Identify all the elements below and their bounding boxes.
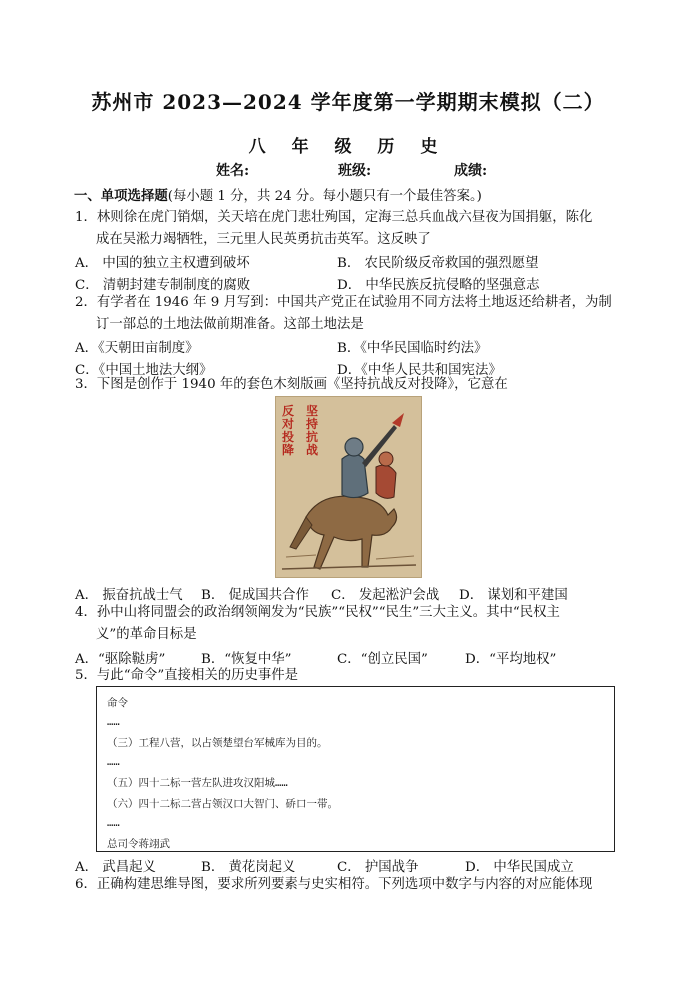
- q3-option-c: C． 发起淞沪会战: [331, 588, 440, 603]
- q5-stem-line1: 5．与此“命令”直接相关的历史事件是: [75, 668, 299, 683]
- q1-option-b: B． 农民阶级反帝救国的强烈愿望: [337, 256, 539, 271]
- class-label: 班级:: [338, 163, 372, 179]
- section-heading: [74, 185, 482, 204]
- q5-option-c: C． 护国战争: [337, 860, 419, 875]
- q3-option-d: D． 谋划和平建国: [459, 588, 568, 603]
- q4-option-c: C．“创立民国”: [337, 652, 428, 667]
- name-label: 姓名:: [216, 163, 250, 179]
- q5-option-b: B． 黄花岗起义: [201, 860, 296, 875]
- q1-stem-line1: 1．林则徐在虎门销烟，关天培在虎门悲壮殉国，定海三总兵血战六昼夜为国捐躯，陈化: [75, 210, 593, 225]
- order-item-5: （五）四十二标一营左队进攻汉阳城……: [107, 777, 288, 789]
- q5-option-d: D． 中华民国成立: [465, 860, 574, 875]
- q4-option-b: B．“恢复中华”: [201, 652, 292, 667]
- q2-option-b: B．《中华民国临时约法》: [337, 341, 488, 356]
- order-heading: 命令: [107, 697, 128, 709]
- section-title: 一、单项选择题: [74, 188, 168, 204]
- q2-stem-line2: 订一部总的土地法做前期准备。这部土地法是: [96, 317, 364, 332]
- order-ellipsis-3: ……: [107, 817, 120, 829]
- q3-stem-line1: 3．下图是创作于 1940 年的套色木刻版画《坚持抗战反对投降》，它意在: [75, 377, 508, 392]
- exam-title: 苏州市 2023—2024 学年度第一学期期末模拟（二）: [91, 90, 605, 114]
- q2-stem-line1: 2．有学者在 1946 年 9 月写到：中国共产党正在试验用不同方法将土地返还给耕者，为制: [75, 295, 612, 310]
- order-ellipsis-2: ……: [107, 756, 120, 768]
- q2-option-a: A．《天朝田亩制度》: [75, 341, 199, 356]
- poster-slogan-persist: 坚持抗战: [306, 404, 319, 457]
- q4-option-a: A．“驱除鞑虏”: [75, 652, 166, 667]
- q4-stem-line2: 义”的革命目标是: [96, 627, 197, 642]
- q6-stem-line1: 6．正确构建思维导图，要求所列要素与史实相符。下列选项中数字与内容的对应能体现: [75, 877, 593, 892]
- order-ellipsis-1: ……: [107, 716, 120, 728]
- score-label: 成绩:: [454, 163, 488, 179]
- q1-option-d: D． 中华民族反抗侵略的坚强意志: [337, 278, 540, 293]
- military-order-box: [96, 686, 615, 852]
- q1-stem-line2: 成在吴淞力竭牺牲，三元里人民英勇抗击英军。这反映了: [96, 232, 431, 247]
- order-item-6: （六）四十二标二营占领汉口大智门、硚口一带。: [107, 798, 338, 810]
- q4-stem-line1: 4．孙中山将同盟会的政治纲领阐发为“民族”“民权”“民生”三大主义。其中“民权主: [75, 605, 560, 620]
- q3-option-b: B． 促成国共合作: [201, 588, 309, 603]
- q4-option-d: D．“平均地权”: [465, 652, 557, 667]
- q1-option-a: A． 中国的独立主权遭到破坏: [75, 256, 250, 271]
- order-signature: 总司令蒋翊武: [107, 838, 170, 850]
- subject-title: 八 年 级 历 史: [248, 137, 448, 157]
- q1-option-c: C． 清朝封建专制制度的腐败: [75, 278, 251, 293]
- order-item-3: （三）工程八营，以占领楚望台军械库为目的。: [107, 737, 328, 749]
- poster-slogan-oppose: 反对投降: [282, 404, 295, 457]
- section-instruction: (每小题 1 分，共 24 分。每小题只有一个最佳答案。): [167, 189, 482, 204]
- q2-option-c: C．《中国土地法大纲》: [75, 363, 213, 378]
- q2-option-d: D．《中华人民共和国宪法》: [337, 363, 502, 378]
- woodcut-print-image: [275, 396, 422, 578]
- q3-option-a: A． 振奋抗战士气: [75, 588, 183, 603]
- q5-option-a: A． 武昌起义: [75, 860, 156, 875]
